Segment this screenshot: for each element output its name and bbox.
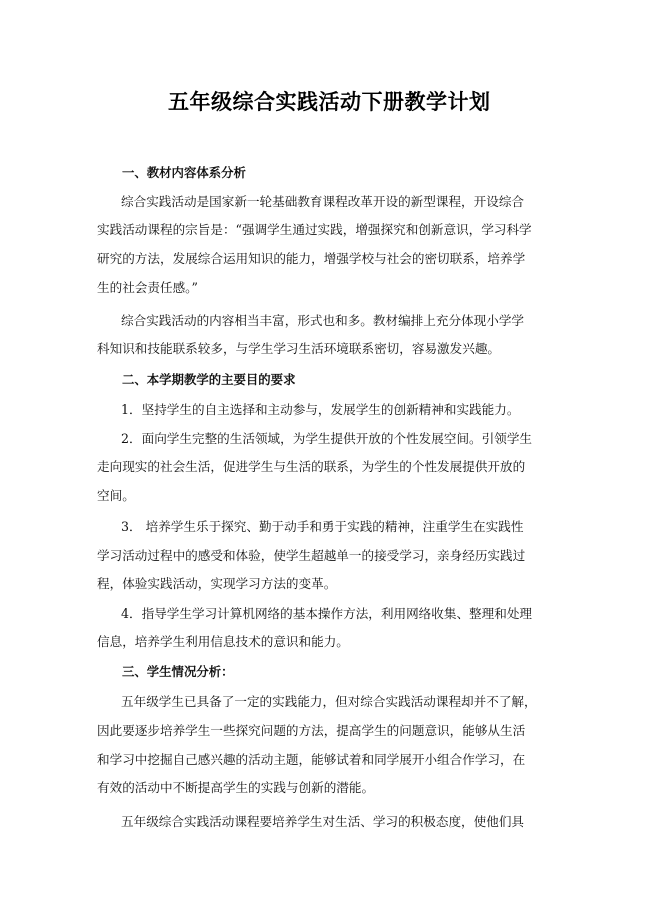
paragraph-line: 有效的活动中不断提高学生的实践与创新的潜能。 bbox=[97, 780, 375, 795]
list-item: 2．面向学生完整的生活领域，为学生提供开放的个性发展空间。引领学生 bbox=[121, 431, 533, 446]
section-heading-2: 二、本学期教学的主要目的要求 bbox=[122, 372, 296, 387]
list-item: 3． 培养学生乐于探究、勤于动手和勇于实践的精神，注重学生在实践性 bbox=[121, 519, 524, 534]
section-heading-3: 三、学生情况分析： bbox=[122, 664, 234, 679]
paragraph-line: 生的社会责任感。” bbox=[97, 280, 198, 295]
list-item: 1．坚持学生的自主选择和主动参与，发展学生的创新精神和实践能力。 bbox=[121, 402, 520, 417]
paragraph-line: 空间。 bbox=[97, 488, 135, 503]
paragraph-line: 五年级综合实践活动课程要培养学生对生活、学习的积极态度，使他们具 bbox=[121, 814, 524, 829]
paragraph-line: 综合实践活动的内容相当丰富，形式也和多。教材编排上充分体现小学学 bbox=[121, 313, 524, 328]
paragraph-line: 研究的方法，发展综合运用知识的能力，增强学校与社会的密切联系，培养学 bbox=[97, 251, 526, 266]
section-heading-1: 一、教材内容体系分析 bbox=[122, 165, 246, 180]
paragraph-line: 因此要逐步培养学生一些探究问题的方法，提高学生的问题意识，能够从生活 bbox=[97, 723, 526, 738]
page-title: 五年级综合实践活动下册教学计划 bbox=[168, 90, 491, 114]
list-item: 4．指导学生学习计算机网络的基本操作方法，利用网络收集、整理和处理 bbox=[121, 606, 533, 621]
paragraph-line: 五年级学生已具备了一定的实践能力，但对综合实践活动课程却并不了解， bbox=[121, 694, 537, 709]
paragraph-line: 程，体验实践活动，实现学习方法的变革。 bbox=[97, 576, 337, 591]
paragraph-line: 实践活动课程的宗旨是：“强调学生通过实践，增强探究和创新意识，学习科学 bbox=[97, 222, 532, 237]
paragraph-line: 和学习中挖掘自己感兴趣的活动主题，能够试着和同学展开小组合作学习，在 bbox=[97, 752, 526, 767]
paragraph-line: 科知识和技能联系较多，与学生学习生活环境联系密切，容易激发兴趣。 bbox=[97, 341, 500, 356]
paragraph-line: 学习活动过程中的感受和体验，使学生超越单一的接受学习，亲身经历实践过 bbox=[97, 548, 526, 563]
paragraph-line: 综合实践活动是国家新一轮基础教育课程改革开设的新型课程，开设综合 bbox=[121, 194, 524, 209]
paragraph-line: 走向现实的社会生活，促进学生与生活的联系，为学生的个性发展提供开放的 bbox=[97, 459, 526, 474]
paragraph-line: 信息，培养学生利用信息技术的意识和能力。 bbox=[97, 634, 349, 649]
